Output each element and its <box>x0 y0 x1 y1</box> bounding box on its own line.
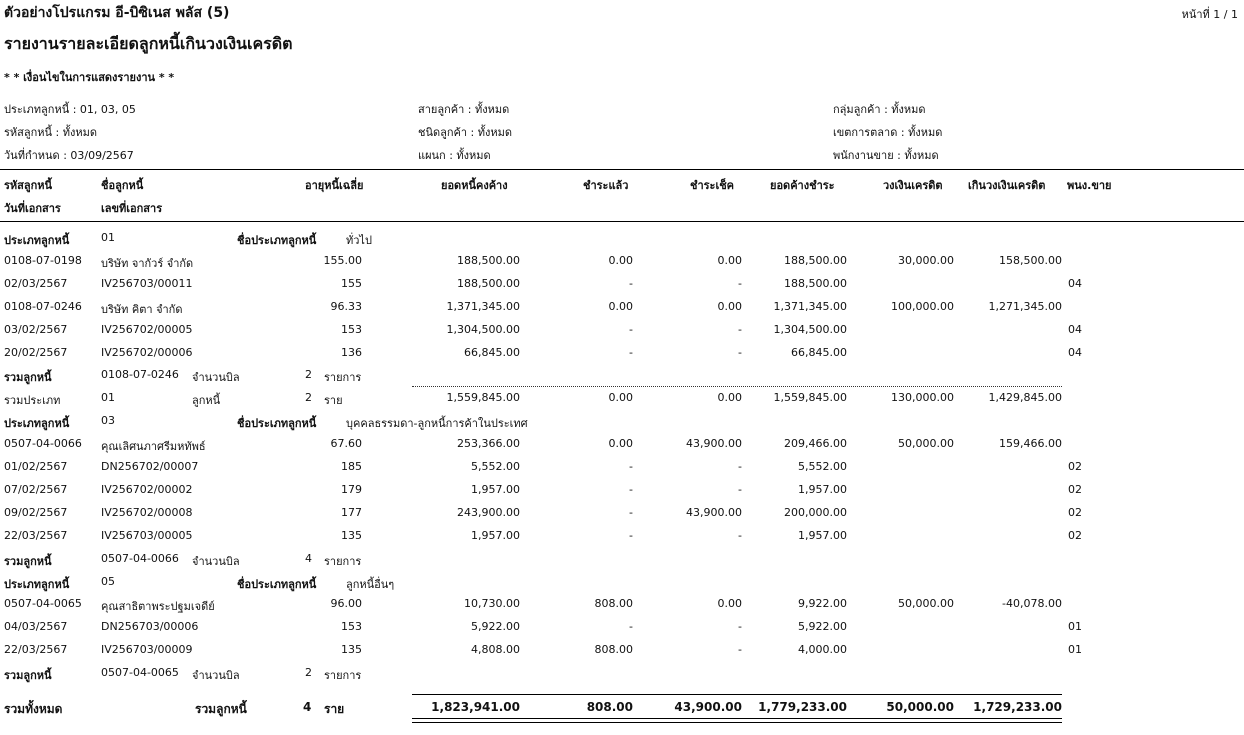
debtor-name: บริษัท คิตา จำกัด <box>101 302 183 316</box>
outstanding: 243,900.00 <box>457 505 520 519</box>
subtotal-label: รวมลูกหนี้ <box>4 554 52 568</box>
subtotal-code: 0108-07-0246 <box>101 368 179 382</box>
cheque: 0.00 <box>717 299 742 313</box>
doc-number: DN256703/00006 <box>101 620 199 634</box>
outstanding: 5,552.00 <box>471 460 520 473</box>
cheque: - <box>738 345 742 359</box>
subtotal-label: รวมลูกหนี้ <box>4 371 52 385</box>
balance: 1,957.00 <box>798 482 847 496</box>
debtor-subtotal-row <box>0 365 1244 385</box>
outstanding: 1,371,345.00 <box>446 299 520 313</box>
doc-number: DN256702/00007 <box>101 460 199 473</box>
doc-date: 20/02/2567 <box>4 345 68 359</box>
debtor-name: คุณเลิศนภาศรีมหทัพธ์ <box>101 440 206 454</box>
grand-total-label: รวมทั้งหมด <box>4 702 63 716</box>
type-code: 01 <box>101 231 115 244</box>
outstanding: 5,922.00 <box>471 620 520 634</box>
salesperson: 02 <box>1068 482 1082 496</box>
debtor-name: บริษัท จากัวร์ จำกัด <box>101 256 194 270</box>
doc-date: 04/03/2567 <box>4 620 68 634</box>
cond-customer-kind: ชนิดลูกค้า : ทั้งหมด <box>418 126 513 139</box>
doc-number: IV256702/00005 <box>101 322 193 336</box>
cheque: - <box>738 460 742 473</box>
bill-count-unit: รายการ <box>324 371 362 385</box>
col-sales: พนง.ขาย <box>1067 179 1112 192</box>
type-total-debtor-label: ลูกหนี้ <box>192 394 221 408</box>
col-cheque: ชำระเช็ค <box>690 179 735 192</box>
bill-count-label: จำนวนบิล <box>192 554 240 568</box>
avg-age: 179 <box>341 482 362 496</box>
debtor-type-row <box>0 228 1244 248</box>
balance: 4,000.00 <box>798 643 847 657</box>
cond-debtor-type: ประเภทลูกหนี้ : 01, 03, 05 <box>4 103 136 116</box>
cheque: 0.00 <box>717 253 742 267</box>
balance: 5,552.00 <box>798 460 847 473</box>
cond-debtor-code: รหัสลูกหนี้ : ทั้งหมด <box>4 126 98 139</box>
avg-age: 185 <box>341 460 362 473</box>
salesperson: 04 <box>1068 276 1082 290</box>
avg-age: 136 <box>341 345 362 359</box>
bill-count-label: จำนวนบิล <box>192 669 240 683</box>
type-code: 05 <box>101 574 115 588</box>
balance: 9,922.00 <box>798 597 847 611</box>
avg-age: 177 <box>341 505 362 519</box>
grand-total-unit: ราย <box>324 702 345 716</box>
doc-date: 22/03/2567 <box>4 528 68 542</box>
type-code: 03 <box>101 414 115 428</box>
debtor-name: คุณสาธิตาพระปฐมเจดีย์ <box>101 600 215 614</box>
col-over-limit: เกินวงเงินเครดิต <box>968 179 1046 192</box>
outstanding: 253,366.00 <box>457 437 520 451</box>
debtor-code: 0108-07-0246 <box>4 299 82 313</box>
paid: 0.00 <box>608 437 633 451</box>
debtor-type-row <box>0 572 1244 592</box>
cheque: - <box>738 276 742 290</box>
doc-date: 07/02/2567 <box>4 482 68 496</box>
avg-age: 153 <box>341 620 362 634</box>
bill-count-label: จำนวนบิล <box>192 371 240 385</box>
paid: 0.00 <box>608 391 633 405</box>
cheque: - <box>738 643 742 657</box>
bill-count: 2 <box>305 368 312 382</box>
paid: 0.00 <box>608 299 633 313</box>
type-total-code: 01 <box>101 391 115 405</box>
type-total-unit: ราย <box>324 394 343 408</box>
paid: - <box>629 276 633 290</box>
debtor-code: 0507-04-0066 <box>4 437 82 451</box>
salesperson: 04 <box>1068 322 1082 336</box>
type-name-label: ชื่อประเภทลูกหนี้ <box>237 417 317 431</box>
paid: - <box>629 322 633 336</box>
type-label: ประเภทลูกหนี้ <box>4 417 70 431</box>
cheque: 43,900.00 <box>686 505 742 519</box>
salesperson: 02 <box>1068 460 1082 473</box>
cond-market-zone: เขตการตลาด : ทั้งหมด <box>833 126 943 139</box>
debtor-row <box>0 594 1244 614</box>
debtor-row <box>0 251 1244 271</box>
cond-due-date: วันที่กำหนด : 03/09/2567 <box>4 149 134 162</box>
avg-age: 96.00 <box>330 597 362 611</box>
col-balance: ยอดค้างชำระ <box>770 179 835 192</box>
balance: 1,957.00 <box>798 528 847 542</box>
type-total-label: รวมประเภท <box>4 394 61 408</box>
salesperson: 04 <box>1068 345 1082 359</box>
type-name-label: ชื่อประเภทลูกหนี้ <box>237 577 317 591</box>
paid: - <box>629 528 633 542</box>
doc-date: 03/02/2567 <box>4 322 68 336</box>
bill-count-unit: รายการ <box>324 669 362 683</box>
cheque: 43,900.00 <box>686 437 742 451</box>
grand-total-row <box>0 697 1244 717</box>
credit-limit: 100,000.00 <box>891 299 954 313</box>
cond-salesperson: พนักงานขาย : ทั้งหมด <box>833 149 939 162</box>
salesperson: 01 <box>1068 643 1082 657</box>
col-outstanding: ยอดหนี้คงค้าง <box>441 179 508 192</box>
debtor-row <box>0 434 1244 454</box>
doc-number: IV256703/00011 <box>101 276 193 290</box>
document-row <box>0 526 1244 546</box>
type-name: ทั่วไป <box>346 234 372 247</box>
salesperson: 02 <box>1068 528 1082 542</box>
balance: 188,500.00 <box>784 276 847 290</box>
report-title: รายงานรายละเอียดลูกหนี้เกินวงเงินเครดิต <box>4 34 293 53</box>
cheque: - <box>738 322 742 336</box>
avg-age: 96.33 <box>330 299 362 313</box>
col-code: รหัสลูกหนี้ <box>4 179 53 192</box>
over-limit: 1,429,845.00 <box>988 391 1062 405</box>
credit-limit: 50,000.00 <box>898 437 954 451</box>
company-title: ตัวอย่างโปรแกรม อี-บิซิเนส พลัส (5) <box>4 5 230 21</box>
grand-total-over-limit: 1,729,233.00 <box>973 700 1062 714</box>
type-label: ประเภทลูกหนี้ <box>4 234 70 247</box>
grand-total-outstanding: 1,823,941.00 <box>431 700 520 714</box>
doc-date: 22/03/2567 <box>4 643 68 657</box>
balance: 188,500.00 <box>784 253 847 267</box>
cheque: 0.00 <box>717 391 742 405</box>
col-doc-date: วันที่เอกสาร <box>4 202 61 215</box>
doc-date: 09/02/2567 <box>4 505 68 519</box>
cheque: - <box>738 528 742 542</box>
balance: 1,559,845.00 <box>773 391 847 405</box>
doc-number: IV256702/00002 <box>101 482 193 496</box>
doc-number: IV256703/00005 <box>101 528 193 542</box>
over-limit: 1,271,345.00 <box>988 299 1062 313</box>
document-row <box>0 480 1244 500</box>
grand-total-top-rule <box>412 694 1062 695</box>
grand-total-count: 4 <box>303 700 312 714</box>
cond-department: แผนก : ทั้งหมด <box>418 149 491 162</box>
type-total-row <box>0 388 1244 408</box>
bill-count: 2 <box>305 666 312 680</box>
outstanding: 66,845.00 <box>464 345 520 359</box>
cheque: - <box>738 620 742 634</box>
outstanding: 1,304,500.00 <box>446 322 520 336</box>
debtor-row <box>0 297 1244 317</box>
over-limit: 159,466.00 <box>999 437 1062 451</box>
debtor-subtotal-row <box>0 663 1244 683</box>
outstanding: 4,808.00 <box>471 643 520 657</box>
header-bottom-rule <box>0 221 1244 222</box>
document-row <box>0 503 1244 523</box>
document-row <box>0 640 1244 660</box>
grand-total-balance: 1,779,233.00 <box>758 700 847 714</box>
subtotal-code: 0507-04-0066 <box>101 551 179 565</box>
credit-limit: 30,000.00 <box>898 253 954 267</box>
outstanding: 1,957.00 <box>471 528 520 542</box>
col-paid: ชำระแล้ว <box>583 179 629 192</box>
over-limit: -40,078.00 <box>1002 597 1062 611</box>
debtor-code: 0507-04-0065 <box>4 597 82 611</box>
type-name: ลูกหนี้อื่นๆ <box>346 577 395 591</box>
col-name: ชื่อลูกหนี้ <box>101 179 144 192</box>
document-row <box>0 320 1244 340</box>
paid: - <box>629 345 633 359</box>
grand-total-double-rule <box>412 718 1062 723</box>
type-total-count: 2 <box>305 391 312 405</box>
type-name: บุคคลธรรมดา-ลูกหนี้การค้าในประเทศ <box>346 417 528 431</box>
outstanding: 1,957.00 <box>471 482 520 496</box>
outstanding: 1,559,845.00 <box>446 391 520 405</box>
cheque: - <box>738 482 742 496</box>
balance: 209,466.00 <box>784 437 847 451</box>
type-label: ประเภทลูกหนี้ <box>4 577 70 591</box>
col-credit-limit: วงเงินเครดิต <box>883 179 943 192</box>
conditions-title: * * เงื่อนไขในการแสดงรายงาน * * <box>4 71 175 84</box>
salesperson: 01 <box>1068 620 1082 634</box>
avg-age: 155 <box>341 276 362 290</box>
paid: 808.00 <box>594 597 633 611</box>
grand-total-debtor-label: รวมลูกหนี้ <box>195 702 247 716</box>
balance: 1,304,500.00 <box>773 322 847 336</box>
avg-age: 135 <box>341 643 362 657</box>
balance: 200,000.00 <box>784 505 847 519</box>
doc-number: IV256702/00008 <box>101 505 193 519</box>
paid: - <box>629 460 633 473</box>
document-row <box>0 274 1244 294</box>
balance: 5,922.00 <box>798 620 847 634</box>
document-row <box>0 457 1244 477</box>
avg-age: 153 <box>341 322 362 336</box>
balance: 66,845.00 <box>791 345 847 359</box>
salesperson: 02 <box>1068 505 1082 519</box>
header-top-rule <box>0 169 1244 170</box>
col-doc-no: เลขที่เอกสาร <box>101 202 163 215</box>
page-number: หน้าที่ 1 / 1 <box>1181 8 1238 21</box>
paid: - <box>629 505 633 519</box>
subtotal-code: 0507-04-0065 <box>101 666 179 680</box>
paid: 0.00 <box>608 253 633 267</box>
document-row <box>0 343 1244 363</box>
cheque: 0.00 <box>717 597 742 611</box>
bill-count-unit: รายการ <box>324 554 362 568</box>
outstanding: 10,730.00 <box>464 597 520 611</box>
grand-total-paid: 808.00 <box>586 700 633 714</box>
doc-date: 01/02/2567 <box>4 460 68 473</box>
debtor-type-row <box>0 411 1244 431</box>
subtotal-label: รวมลูกหนี้ <box>4 669 52 683</box>
balance: 1,371,345.00 <box>773 299 847 313</box>
cond-customer-line: สายลูกค้า : ทั้งหมด <box>418 103 510 116</box>
credit-limit: 50,000.00 <box>898 597 954 611</box>
credit-limit: 130,000.00 <box>891 391 954 405</box>
debtor-code: 0108-07-0198 <box>4 253 82 267</box>
doc-number: IV256703/00009 <box>101 643 193 657</box>
avg-age: 155.00 <box>323 253 362 267</box>
paid: - <box>629 620 633 634</box>
col-avg-age: อายุหนี้เฉลี่ย <box>305 179 364 192</box>
debtor-subtotal-row <box>0 549 1244 569</box>
paid: - <box>629 482 633 496</box>
paid: 808.00 <box>594 643 633 657</box>
grand-total-credit-limit: 50,000.00 <box>886 700 954 714</box>
bill-count: 4 <box>305 551 312 565</box>
avg-age: 67.60 <box>330 437 362 451</box>
over-limit: 158,500.00 <box>999 253 1062 267</box>
subtotal-dotted-rule <box>412 386 1062 387</box>
outstanding: 188,500.00 <box>457 253 520 267</box>
doc-number: IV256702/00006 <box>101 345 193 359</box>
doc-date: 02/03/2567 <box>4 276 68 290</box>
type-name-label: ชื่อประเภทลูกหนี้ <box>237 234 317 247</box>
document-row <box>0 617 1244 637</box>
avg-age: 135 <box>341 528 362 542</box>
outstanding: 188,500.00 <box>457 276 520 290</box>
grand-total-cheque: 43,900.00 <box>674 700 742 714</box>
cond-customer-group: กลุ่มลูกค้า : ทั้งหมด <box>833 103 926 116</box>
